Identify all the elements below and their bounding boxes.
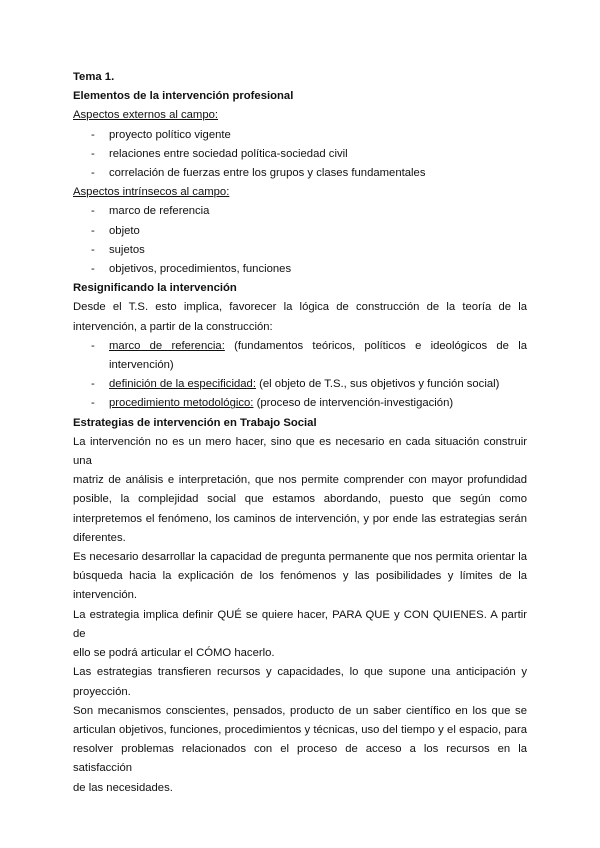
- section-heading-elementos: Elementos de la intervención profesional: [73, 90, 294, 103]
- doc-title: Tema 1.: [73, 71, 115, 83]
- paragraph-3: La estrategia implica definir QUÉ se quiere hacer, PARA QUE y CON QUIENES. A partir de ello se podrá articular el CÓMO hacerlo.: [73, 608, 527, 660]
- section-heading-estrategias: Estrategias de intervención en Trabajo Social: [73, 416, 317, 429]
- external-aspects-label: Aspectos externos al campo:: [73, 109, 219, 122]
- list-item: - proyecto político vigente: [91, 128, 231, 141]
- paragraph-line: Desde el T.S. esto implica, favorecer la lógica de construcción de la teoría de la: [73, 301, 527, 314]
- list-item: - definición de la especificidad: (el objeto de T.S., sus objetivos y función social): [91, 378, 500, 391]
- list-item: - objeto: [91, 224, 140, 237]
- paragraph-4: Las estrategias transfieren recursos y capacidades, lo que supone una anticipación y proyección.: [73, 666, 527, 698]
- list-item: - marco de referencia: (fundamentos teóricos, políticos e ideológicos de la intervención): [91, 339, 527, 372]
- term-marco-referencia: marco de referencia:: [109, 339, 225, 352]
- list-item: - sujetos: [91, 243, 145, 256]
- list-item: - procedimiento metodológico: (proceso de intervención-investigación): [91, 397, 454, 410]
- list-item: - objetivos, procedimientos, funciones: [91, 263, 292, 276]
- term-definicion-especificidad: definición de la especificidad:: [109, 378, 256, 391]
- list-item: - marco de referencia: [91, 205, 210, 218]
- paragraph-1: La intervención no es un mero hacer, sino que es necesario en cada situación construir una matriz de análisis e interpretación, que nos permite comprender con mayor profundidad posible, la complejidad social que estamos abordando, puesto que según como interpretemos el fenómeno, los caminos de intervención, y por ende las estrategias serán diferentes.: [73, 435, 527, 544]
- paragraph-5: Son mecanismos conscientes, pensados, producto de un saber científico en los que se articulan objetivos, funciones, procedimientos y técnicas, uso del tiempo y el espacio, para resolver problemas relacionados con el proceso de acceso a los recursos en la satisfacción de las necesidades.: [73, 704, 527, 794]
- document-body: [73, 68, 527, 798]
- paragraph-line: intervención, a partir de la construcción:: [73, 320, 273, 333]
- intrinsic-aspects-label: Aspectos intrínsecos al campo:: [73, 186, 230, 199]
- section-heading-resignificando: Resignificando la intervención: [73, 282, 237, 295]
- paragraph-2: Es necesario desarrollar la capacidad de pregunta permanente que nos permita orientar la búsqueda hacia la explicación de los fenómenos y las posibilidades y límites de la intervención.: [73, 551, 527, 602]
- list-item: - relaciones entre sociedad política-sociedad civil: [91, 147, 348, 160]
- term-procedimiento-metodologico: procedimiento metodológico:: [109, 397, 254, 410]
- list-item: - correlación de fuerzas entre los grupos y clases fundamentales: [91, 167, 426, 180]
